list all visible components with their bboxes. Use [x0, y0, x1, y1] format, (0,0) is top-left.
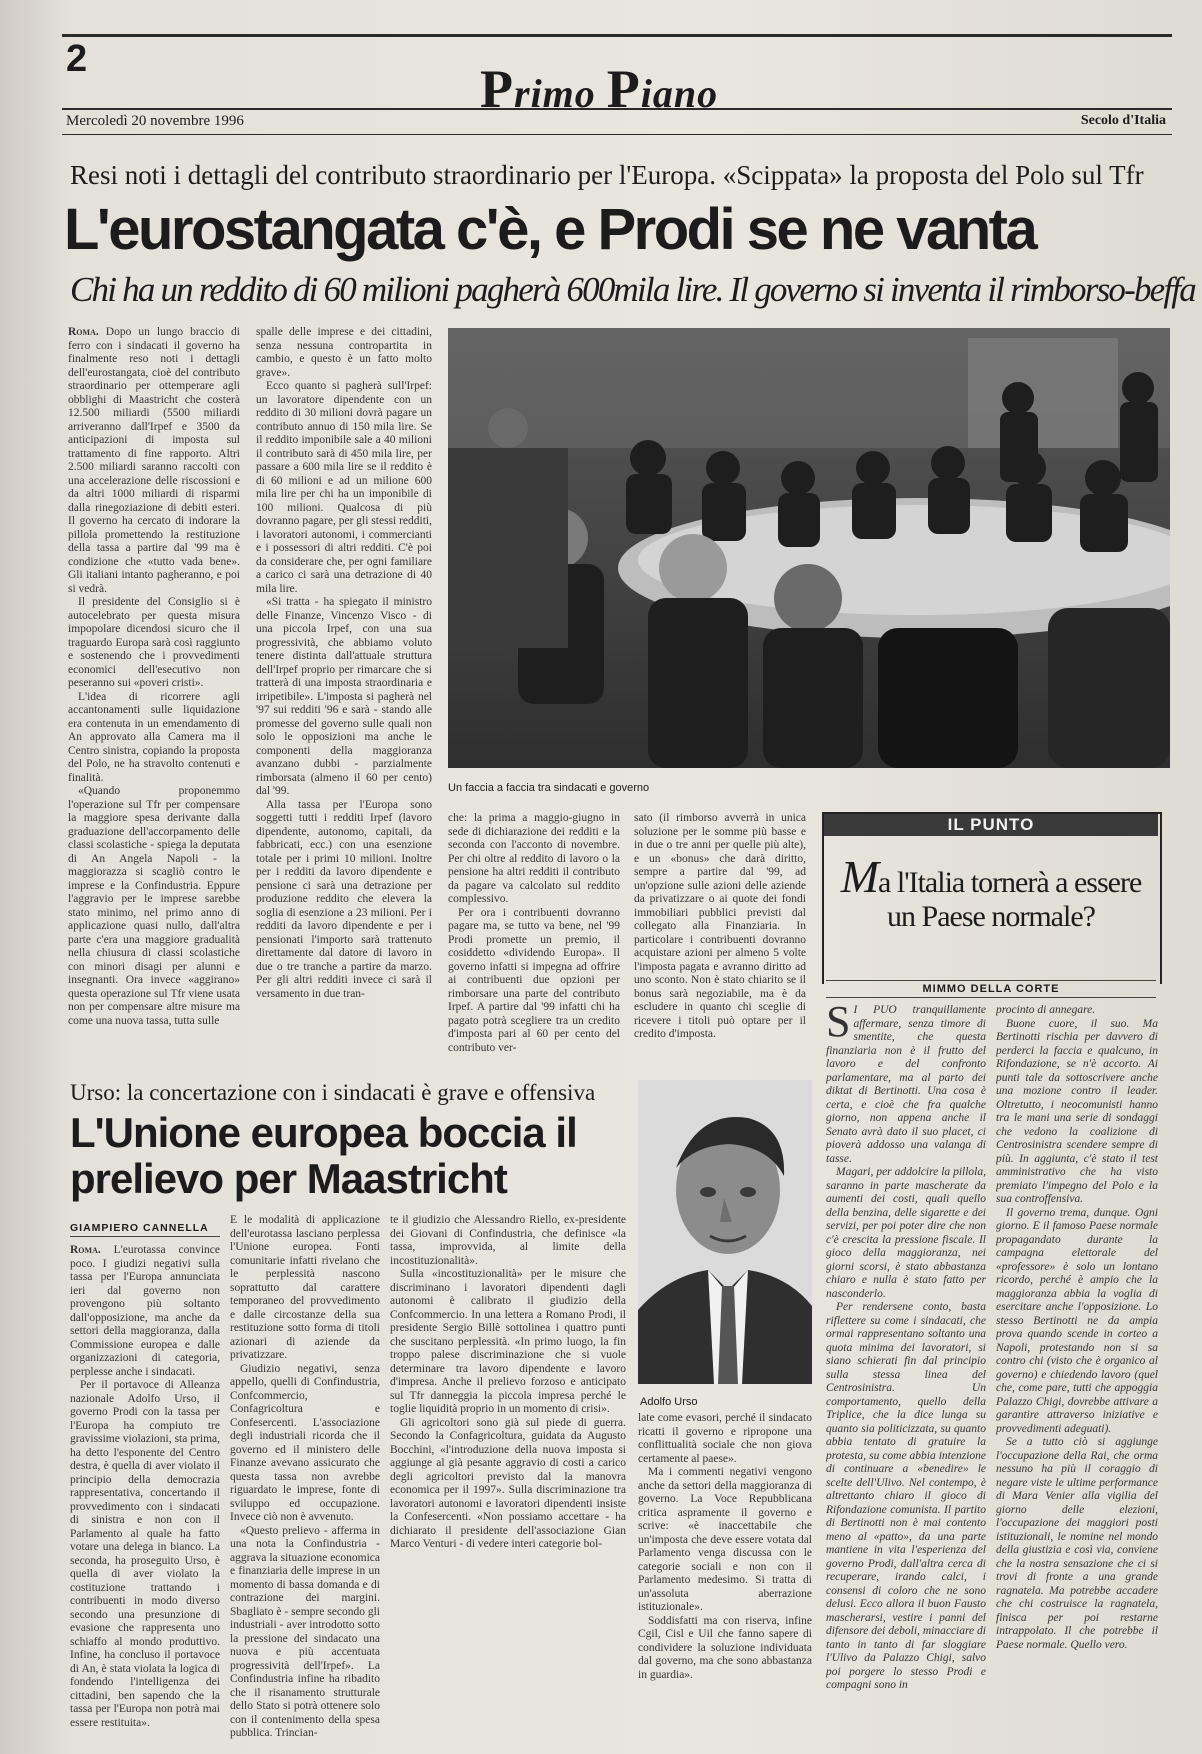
- il-punto-col2-p3: Il governo trema, dunque. Ogni giorno. E il famoso Paese normale propagandato durante la campagna elettorale del «professore» è solo un lontano ricordo, perché è ampio che la maggioranza abbia la voglia di esercitare anche l'opposizione. Lo stesso Bertinotti ne da ampia prova quando scende in corteo a Napoli, protestando non si sa contro chi (visto che è organico al governo) e chiedendo lavoro (quel che, come pare, tutti che appoggia Palazzo Chigi, dovrebbe attivare a garantire attraverso iniziative e provvedimenti adeguati).: [996, 1206, 1158, 1435]
- il-punto-title-dropcap: M: [840, 851, 879, 902]
- lead-photo: [448, 328, 1170, 768]
- il-punto-col1-p3: Per rendersene conto, basta riflettere su come i sindacati, che ormai rappresentano soltanto una quota minima dei lavoratori, si siano schierati fin dal principio sulla stessa linea del Centrosinistra. Un comportamento, quello della Triplice, che la dice lunga su quanto sia politicizzata, su quanto abbia tentato di gratuire la protesta, su come abbia intenzione di continuare a «benedire» le scelte dell'Ulivo. Nel contempo, è altrettanto chiaro il gioco di Rifondazione comunista. Il partito di Bertinotti non è mai contento meno al «patto», da una parte mantiene in vita l'esperienza del governo Prodi, dall'altra cerca di recuperare, irando calci, i consensi di coloro che ne sono delusi. Ecco allora il buon Fausto mascherarsi, vestire i panni del difensore dei deboli, minacciare di tanto in tanto di far sloggiare l'Ulivo da Palazzo Chigi, salvo poi porgere lo stesso Prodi e compagni sono in: [826, 1301, 986, 1691]
- second-col3-p1: te il giudizio che Alessandro Riello, ex-presidente dei Giovani di Confindustria, che definisce «la tassa, improvvida, al limite della incostituzionalità».: [390, 1214, 626, 1267]
- lead-column-1: [68, 326, 240, 1046]
- lead-col1-p2: Il presidente del Consiglio si è autocelebrato per questa misura impopolare dicendosi sicuro che il traguardo Europa sarà così raggiunto e sostenendo che i provvedimenti economici dell'esecutivo non peseranno sui «poveri cristi».: [68, 596, 240, 689]
- meeting-photo-image: [448, 328, 1170, 768]
- issue-date: Mercoledì 20 novembre 1996: [66, 113, 244, 129]
- il-punto-dropcap-s: S: [826, 1004, 851, 1046]
- section-title-word-1: rimo: [514, 71, 596, 116]
- lead-column-4: [634, 812, 806, 1064]
- lead-photo-caption: Un faccia a faccia tra sindacati e governo: [448, 782, 650, 794]
- second-col4-p3: Soddisfatti ma con riserva, infine Cgil, Cisl e Uil che fanno sapere di condividere la soluzione individuata dal governo, ma che sono abbastanza in guardia».: [638, 1614, 812, 1681]
- second-headline: L'Unione europea boccia il prelievo per Maastricht: [70, 1109, 577, 1202]
- il-punto-title-text: a l'Italia tornerà a essere un Paese normale?: [878, 866, 1142, 933]
- lead-col3-p2: Per ora i contribuenti dovranno pagare ma, se tutto va bene, nel '99 Prodi promette un premio, il cosiddetto «dividendo Europa». Il governo infatti si impegna ad offrire ai contribuenti due opzioni per rimborsare una parte del contributo Irpef. A partire dal '99 infatti chi ha pagato potrà scegliere tra un credito d'imposta pari al 60 per cento del contributo ver-: [448, 906, 620, 1054]
- il-punto-column-1: [826, 1004, 986, 1744]
- urso-photo-caption: Adolfo Urso: [640, 1396, 698, 1408]
- newspaper-name: Secolo d'Italia: [1080, 113, 1166, 128]
- urso-photo: [638, 1080, 812, 1384]
- lead-col4-p1: sato (il rimborso avverrà in unica soluzione per le somme più basse e in due o tre anni per quelle più alte), e un «bonus» che darà diritto, sempre a partire dal '99, ad un'opzione sulle azioni delle aziende da privatizzare o ai quote dei fondi immobiliari pubblici previsti dal collegato alla Finanziaria. In particolare i contribuenti dovranno acquistare azioni per almeno 5 volte l'imposta pagata e avranno diritto ad uno sconto. Non è stato chiarito se il bonus sarà negoziabile, ma è da escludere in quanto chi sceglie di ricevere i titoli può optare per il credito d'imposta.: [634, 812, 806, 1040]
- lead-col2-p1: spalle delle imprese e dei cittadini, senza nessuna contropartita in cambio, e questo è un fatto molto grave».: [256, 326, 432, 379]
- second-placeline: Roma.: [70, 1244, 101, 1256]
- second-kicker: Urso: la concertazione con i sindacati è grave e offensiva: [70, 1080, 596, 1105]
- portrait-photo-image: [638, 1080, 812, 1384]
- second-column-4: [638, 1412, 812, 1744]
- second-column-1: [70, 1244, 220, 1744]
- lead-col2-p4: Alla tassa per l'Europa sono soggetti tutti i redditi Irpef (lavoro dipendente, autonomo, capitali, da fabbricati, ecc.) con una esenzione totale per i primi 10 milioni. Inoltre per i redditi da lavoro dipendente e pensione ci sarà una detrazione per produzione reddito che elevera la soglia di esenzione a 23 milioni. Per i redditi da lavoro dipendente e per i pensionati l'importo sarà trattenuto direttamente dal datore di lavoro in due o tre tranche a partire da marzo. Per gli altri redditi invece ci sarà il versamento in due tran-: [256, 798, 432, 1000]
- il-punto-col2-p4: Se a tutto ciò si aggiunge l'occupazione della Rai, che orma nessuno ha più il coraggio di negare viste le ultime performance di Mara Venier alla vigilia del giorno delle elezioni, l'occupazione dei maggiori posti istituzionali, le nomine nel mondo della giustizia e così via, conviene che la nostra sensazione che ci si trovi di fronte a una grande ragnatela. Ma potrebbe accadere che chi costruisce la ragnatela, finisca per poi restarne intrappolato. Il che potrebbe il Paese normale. Quello vero.: [996, 1436, 1158, 1651]
- il-punto-tag: IL PUNTO: [824, 814, 1158, 836]
- second-col1-p1: L'eurotassa convince poco. I giudizi negativi sulla tassa per l'Europa annunciata ieri dal governo non provengono più soltanto dall'opposizione, ma anche da settori della maggioranza, dalla Commissione europea e dalle organizzazioni di categoria, perplesse anche i sindacati.: [70, 1244, 220, 1378]
- lead-kicker: Resi noti i dettagli del contributo straordinario per l'Europa. «Scippata» la proposta del Polo sul Tfr: [70, 160, 1144, 190]
- section-title-word-2: iano: [640, 71, 719, 116]
- dateline: [62, 108, 1172, 135]
- section-title-cap-1: P: [480, 59, 514, 119]
- il-punto-column-2: [996, 1004, 1158, 1744]
- lead-col3-p1: che: la prima a maggio-giugno in sede di dichiarazione dei redditi e la seconda con l'acconto di novembre. Per chi oltre al reddito di lavoro o la pensione ha altri redditi il contributo da pagare va calcolato sul reddito complessivo.: [448, 812, 620, 905]
- second-col1-p2: Per il portavoce di Alleanza nazionale Adolfo Urso, il governo Prodi con la tassa per l'Europa ha compiuto tre gravissime violazioni, sta prima, ha detto l'esponente del Centro destra, è quella di aver violato il principio della democrazia rappresentativa, concertando il provvedimento con i sindacati di sinistra e non con il Parlamento al quale ha fatto votare una delega in bianco. La seconda, ha proseguito Urso, è quella di aver violato la costituzione trattando i contribuenti in modo diverso secondo una presunzione di evasione che rappresenta uno schiaffo al mondo produttivo. Infine, ha concluso il portavoce di An, è stata violata la logica di fondendo l'intelligenza dei cittadini, ben sapendo che la tassa per l'Europa non potrà mai essere restituita».: [70, 1379, 220, 1729]
- section-title-cap-2: P: [606, 59, 641, 119]
- lead-col1-p4: «Quando proponemmo l'operazione sul Tfr per compensare la maggiore spesa derivante dalla graduazione dell'accorpamento delle classi scolastiche - spiega la deputata di An Angela Napoli - la maggiorazza si scagliò contro le imprese e la Confindustria. Eppure l'aggravio per le imprese sarebbe stato minimo, nel primo anno di applicazione quasi nullo, dall'altra parte c'era una maggiore gradualità nella chiusura di classi scolastiche con minori disagi per alunni e insegnanti. Ora invece «aggirano» questa operazione sul Tfr viene usata non per compensare altre misure ma come una nuova tassa, tutta sulle: [68, 785, 240, 1027]
- second-col3-p3: Gli agricoltori sono già sul piede di guerra. Secondo la Confagricoltura, guidata da Augusto Bocchini, «l'introduzione della nuova imposta si aggiunge al già pesante aggravio di costi a carico degli agricoltori previsto dal la manovra economica per il 1997». Sulla discriminazione tra lavoratori autonomi e lavoratori dipendenti insiste la Confesercenti. «Non possiamo accettare - ha dichiarato il presidente dell'associazione Gian Marco Venturi - di vedere interi categorie bol-: [390, 1416, 626, 1550]
- second-col2-p2: Giudizio negativi, senza appello, quelli di Confindustria, Confcommercio, Confagricoltura e Confesercenti. L'associazione degli industriali ricorda che il governo ed il ministero delle Finanze avevano assicurato che questa tassa non avrebbe riguardato le imprese, fonte di sviluppo ed occupazione. Invece ciò non è avvenuto.: [230, 1362, 380, 1523]
- il-punto-col2-p2: Buone cuore, il suo. Ma Bertinotti rischia per davvero di perderci la faccia e qualcuno, in Rifondazione, se n'è accorto. Ai punti tale da sottoscrivere anche una mozione contro il leader. Oltretutto, i neocomunisti hanno tra le mani una serie di sondaggi che vedono la coalizione di Centrosinistra scendere sempre di più. In aggiunta, c'è stato il test amministrativo che ha visto premiato l'impegno del Polo e la sua controffensiva.: [996, 1017, 1158, 1205]
- lead-column-3: [448, 812, 620, 1064]
- il-punto-col1-p2: Magari, per addolcire la pillola, saranno in parte mascherate da aumenti dei costi, quali quello della benzina, delle sigarette e dei servizi, per poi poter dire che non c'è crescita la pressione fiscale. Il gioco della maggioranza, nei giorni scorsi, è stato abbastanza chiaro e nulla è stato fatto per nasconderlo.: [826, 1166, 986, 1300]
- lead-subheadline: Chi ha un reddito di 60 milioni pagherà 600mila lire. Il governo si inventa il rimborso-beffa: [70, 270, 1195, 309]
- lead-col2-p3: «Si tratta - ha spiegato il ministro delle Finanze, Vincenzo Visco - di una piccola Irpef, con una sua progressività, che abbiamo voluto tenere distinta dall'attuale struttura dell'Irpef proprio per rimarcare che si tratterà di una imposta straordinaria e irripetibile». L'imposta si pagherà nel '97 sui redditi '96 e sarà - stando alle promesse del governo sulle quali non solo le opposizioni ma anche le componenti della maggioranza avanzano dubbi - parzialmente rimborsata (almeno il 60 per cento) dal '99.: [256, 596, 432, 797]
- lead-col1-p3: L'idea di ricorrere agli accantonamenti sulle liquidazione era contenuta in un emendamento di An approvato alla Camera ma il Centro sinistra, copiando la proposta del Polo, ne ha stravolto contenuti e finalità.: [68, 690, 240, 784]
- second-byline: GIAMPIERO CANNELLA: [70, 1222, 220, 1237]
- il-punto-author: MIMMO DELLA CORTE: [826, 980, 1156, 998]
- lead-col1-p1: Dopo un lungo braccio di ferro con i sindacati il governo ha finalmente reso noti i dettagli dell'eurostangata, cioè del contributo straordinario per ottemperare agli obblighi di Maastricht che costerà 12.500 miliardi (5500 miliardi arriveranno dall'Irpef e 3500 da anticipazioni di imposta sul trattamento di fine rapporto. Altri 2.500 miliardi saranno raccolti con una accelerazione delle riscossioni e da altri 1000 miliardi di risparmi dalla rinegoziazione di debiti esteri. Il governo ha cercato di indorare la pillola promettendo la restituzione della tassa a partire dal '99 ma è condizione che «tutto vada bene». Gli italiani intanto pagheranno, e poi si vedrà.: [68, 326, 240, 595]
- second-col4-p2: Ma i commenti negativi vengono anche da settori della maggioranza di governo. La Voce Repubblicana critica aspramente il governo e scrive: «è inaccettabile che un'imposta che deve essere votata dal Parlamento venga discussa con le categorie sociali e non con il Parlamento medesimo. Si tratta di un'assoluta aberrazione istituzionale».: [638, 1466, 812, 1613]
- il-punto-title: [826, 851, 1156, 934]
- second-column-2: [230, 1214, 380, 1744]
- page-number: 2: [66, 38, 88, 80]
- lead-col2-p2: Ecco quanto si pagherà sull'Irpef: un lavoratore dipendente con un reddito di 30 milioni dovrà pagare un contributo annuo di 150 mila lire. Se il reddito imponibile sale a 40 milioni il contributo sarà di 450 mila lire, per passare a 600 mila lire se il reddito è di 60 milioni e ad un milione 600 mila lire per chi ha un imponibile di 100 milioni. Qualcosa di più dovranno pagare, per gli stessi redditi, i lavoratori autonomi, i commercianti e i possessori di altri redditi. C'è poi da considerare che, per ogni familiare a carico ci sarà una detrazione di 40 mila lire.: [256, 380, 432, 595]
- second-col3-p2: Sulla «incostituzionalità» per le misure che discriminano i lavoratori dipendenti dagli autonomi è calibrato il giudizio della Confcommercio. In una lettera a Romano Prodi, il presidente Sergio Billè sottolinea i quattro punti che suscitano perplessità. «In primo luogo, la fin troppo palese discriminazione che si vuole determinare tra lavoro dipendente e lavoro d'impresa. Anche il prelievo forzoso e anticipato sul Tfr danneggia la piccola impresa perché le toglie liquidità proprio in un momento di crisi».: [390, 1268, 626, 1415]
- il-punto-col2-p1: procinto di annegare.: [996, 1004, 1096, 1016]
- second-col2-p3: «Questo prelievo - afferma in una nota la Confindustria - aggrava la situazione economica e finanziaria delle imprese in un momento di bassa domanda e di contrazione dei margini. Sbagliato è - sempre secondo gli industriali - aver introdotto sotto la pressione del sindacato una nuova e più accentuata progressività dell'Irpef». La Confindustria infine ha ribadito che il risanamento strutturale dello Stato si potrà ottenere solo con il contenimento della spesa pubblica. Trincian-: [230, 1524, 380, 1739]
- lead-column-2: [256, 326, 432, 1046]
- lead-placeline: Roma.: [68, 326, 99, 338]
- second-col4-p1: late come evasori, perché il sindacato ricatti il governo e ripropone una conflittualità sociale che non giova certamente al paese».: [638, 1412, 812, 1465]
- lead-headline: L'eurostangata c'è, e Prodi se ne vanta: [64, 197, 1036, 262]
- top-rule: [62, 34, 1172, 37]
- second-col2-p1: E le modalità di applicazione dell'eurotassa lasciano perplessa l'Unione europea. Fonti comunitarie infatti rivelano che le perplessità nascono soprattutto dal carattere temporaneo del provvedimento e dalle circostanze della sua restituzione sotto forma di titoli azionari di aziende da privatizzare.: [230, 1214, 380, 1361]
- second-column-3: [390, 1214, 626, 1744]
- il-punto-col1-p1: I PUÒ tranquillamente affermare, senza timore di smentite, che questa finanziaria non è il frutto del lavoro e del confronto parlamentare, ma al parto dei diktat di Bertinotti. Una cosa è certa, e cioè che fra qualche giorno, non appena anche il Senato avrà dato il suo placet, ci pioverà addosso una valanga di tasse.: [826, 1004, 986, 1165]
